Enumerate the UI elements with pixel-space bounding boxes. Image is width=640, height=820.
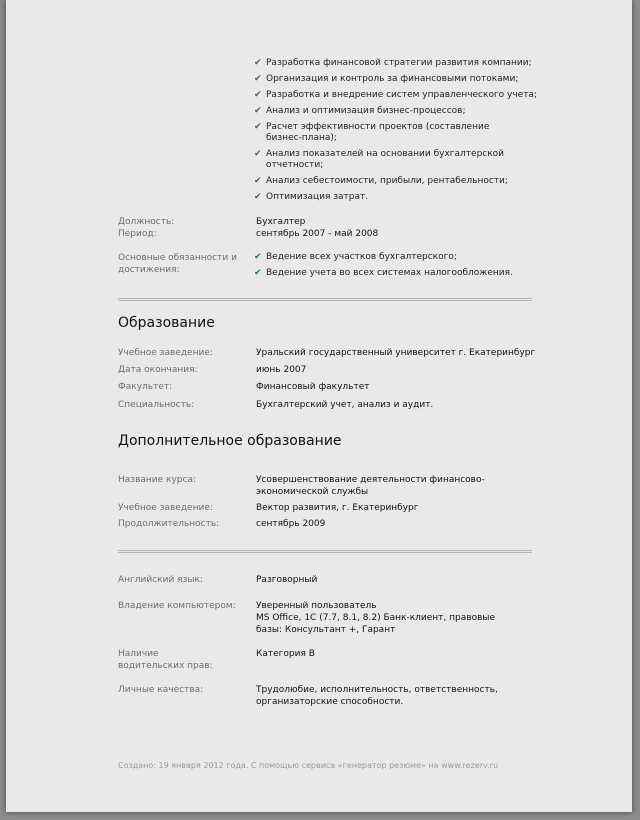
duty-text: Оптимизация затрат. [266, 192, 369, 202]
check-icon: ✔ [254, 122, 262, 132]
extra-label: Личные качества: [118, 685, 204, 695]
course-label: Учебное заведение: [118, 503, 213, 513]
list-item [254, 106, 544, 117]
extra-value: Трудолюбие, исполнительность, ответственность, организаторские способности. [256, 685, 498, 707]
edu-label: Специальность: [118, 400, 195, 410]
duty-text: Ведение всех участков бухгалтерского; [266, 252, 457, 262]
edu-value: июнь 2007 [256, 365, 307, 375]
resume-page [6, 0, 632, 812]
duty-text: Организация и контроль за финансовыми потоками; [266, 74, 519, 84]
course-value: Вектор развития, г. Екатеринбург [256, 503, 419, 513]
check-icon: ✔ [254, 90, 262, 100]
footer-note: Создано: 19 января 2012 года. С помощью сервиса «генератор резюме» на www.rezerv.ru [118, 761, 499, 770]
edu-label: Учебное заведение: [118, 348, 213, 358]
section-divider [118, 550, 532, 553]
position-label: Должность: [118, 217, 175, 227]
list-item [254, 149, 514, 171]
list-item [254, 122, 514, 144]
section-divider [118, 298, 532, 301]
education-title: Образование [118, 315, 215, 331]
check-icon: ✔ [254, 106, 262, 116]
extra-label: Наличие водительских прав: [118, 649, 213, 671]
duties-list [254, 58, 544, 208]
duty-text: Анализ и оптимизация бизнес-процессов; [266, 106, 466, 116]
duties-label: Основные обязанности и достижения: [118, 253, 237, 275]
check-icon: ✔ [254, 252, 262, 262]
check-icon: ✔ [254, 268, 262, 278]
list-item [254, 176, 544, 187]
duty-text: Разработка финансовой стратегии развития компании; [266, 58, 532, 68]
edu-value: Бухгалтерский учет, анализ и аудит. [256, 400, 434, 410]
check-icon: ✔ [254, 74, 262, 84]
additional-education-title: Дополнительное образование [118, 433, 342, 449]
job2-duties-list [254, 252, 544, 284]
list-item [254, 58, 544, 69]
list-item [254, 268, 544, 279]
course-value: сентябрь 2009 [256, 519, 326, 529]
check-icon: ✔ [254, 149, 262, 159]
extra-value: Категория B [256, 649, 315, 659]
edu-value: Финансовый факультет [256, 382, 370, 392]
position-value: Бухгалтер [256, 217, 306, 227]
edu-label: Факультет: [118, 382, 173, 392]
course-label: Название курса: [118, 475, 196, 485]
duty-text: Ведение учета во всех системах налогообложения. [266, 268, 513, 278]
course-value: Усовершенствование деятельности финансово-экономической службы [256, 475, 485, 497]
period-label: Период: [118, 229, 157, 239]
edu-value: Уральский государственный университет г. Екатеринбург [256, 348, 536, 358]
duty-text: Разработка и внедрение систем управленческого учета; [266, 90, 538, 100]
extra-value: Разговорный [256, 575, 318, 585]
edu-label: Дата окончания: [118, 365, 198, 375]
list-item [254, 74, 544, 85]
course-label: Продолжительность: [118, 519, 220, 529]
extra-label: Владение компьютером: [118, 601, 236, 611]
check-icon: ✔ [254, 176, 262, 186]
list-item [254, 192, 544, 203]
extra-label: Английский язык: [118, 575, 203, 585]
duty-text: Анализ себестоимости, прибыли, рентабельности; [266, 176, 508, 186]
duty-text: Анализ показателей на основании бухгалтерской отчетности; [266, 149, 505, 170]
list-item [254, 90, 544, 101]
check-icon: ✔ [254, 58, 262, 68]
list-item [254, 252, 544, 263]
duty-text: Расчет эффективности проектов (составление бизнес-плана); [266, 122, 490, 143]
extra-value: Уверенный пользователь MS Office, 1С (7.7, 8.1, 8.2) Банк-клиент, правовые базы: Консультант +, Гарант [256, 601, 496, 635]
period-value: сентябрь 2007 - май 2008 [256, 229, 379, 239]
check-icon: ✔ [254, 192, 262, 202]
